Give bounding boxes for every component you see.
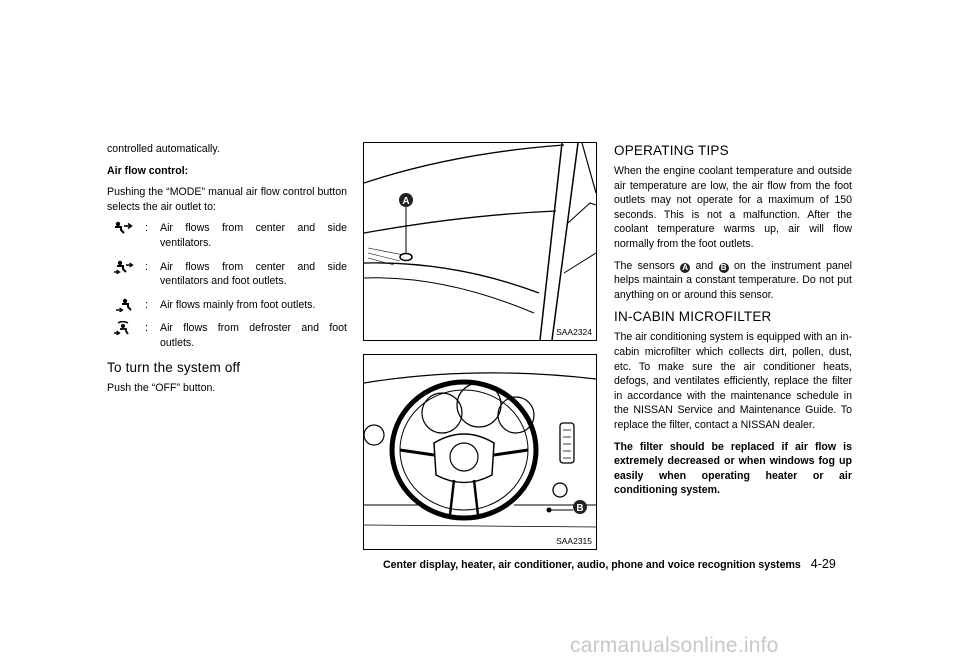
sensors-post: on the instrument panel helps maintain a constant temperature. Do not put anything on or around this sensor.	[614, 259, 853, 301]
microfilter-text: The air conditioning system is equipped with an in-cabin microfilter which collects dirt, pollen, dust, etc. To make sure the air conditioner heats, defogs, and ventilates efficiently, replace the filter in accordance with the maintenance schedule in the NISSAN Service and Maintenance Guide. To replace the filter, contact a NISSAN dealer.	[614, 331, 852, 431]
figure-code: SAA2324	[556, 327, 592, 337]
mode-text: Air flows from defroster and foot outlets.	[160, 322, 347, 349]
marker-b-label: B	[576, 503, 584, 514]
marker-a-label: A	[402, 196, 410, 207]
microfilter-warning: The filter should be replaced if air flow is extremely decreased or when windows fog up easily when operating heater or air conditioning system.	[614, 440, 852, 497]
mode-row-bilevel: : Air flows from center and side ventilators and foot outlets.	[107, 260, 347, 289]
left-column	[107, 142, 347, 402]
operating-tips-heading: OPERATING TIPS	[614, 143, 729, 158]
microfilter-heading: IN-CABIN MICROFILTER	[614, 309, 772, 325]
off-text: Push the “OFF” button.	[107, 381, 216, 394]
vent-airflow-icon	[112, 221, 134, 235]
mode-row-defrost-foot: : Air flows from defroster and foot outlets.	[107, 321, 347, 350]
foot-airflow-icon	[112, 298, 134, 312]
steering-wheel-sensor-b-illustration	[364, 355, 596, 549]
defrost-foot-airflow-icon	[112, 321, 134, 335]
right-column	[614, 143, 852, 505]
sensors-text	[614, 259, 852, 303]
off-heading: To turn the system off	[107, 359, 241, 375]
air-flow-text: Pushing the “MODE” manual air flow control button selects the air outlet to:	[107, 186, 347, 213]
mode-text: Air flows mainly from foot outlets.	[160, 298, 316, 311]
page-footer	[383, 557, 836, 571]
mode-text: Air flows from center and side ventilators and foot outlets.	[160, 260, 347, 288]
watermark: carmanualsonline.info	[570, 634, 779, 657]
mode-row-foot: : Air flows mainly from foot outlets.	[107, 298, 347, 313]
marker-a: A	[680, 263, 690, 273]
page-number: 4-29	[810, 557, 836, 571]
operating-tips-text: When the engine coolant temperature and outside air temperature are low, the air flow from the foot outlets may not operate for a maximum of 150 seconds. This is not a malfunction. After the coolant temperature warms up, air will flow normally from the foot outlets.	[614, 165, 852, 250]
section-title: Center display, heater, air conditioner, audio, phone and voice recognition systems	[383, 559, 801, 571]
figure-sensor-b	[363, 354, 597, 550]
intro-text: controlled automatically.	[107, 143, 220, 155]
air-flow-heading: Air flow control:	[107, 164, 189, 177]
dashboard-sensor-a-illustration	[364, 143, 596, 340]
figure-sensor-a	[363, 142, 597, 341]
sensors-and: and	[695, 259, 714, 272]
mode-row-vent: : Air flows from center and side ventilators.	[107, 221, 347, 250]
bilevel-airflow-icon	[112, 260, 134, 274]
marker-b: B	[719, 263, 729, 273]
figure-code: SAA2315	[556, 536, 592, 546]
mode-text: Air flows from center and side ventilators.	[160, 222, 347, 249]
sensors-pre: The sensors	[614, 259, 675, 272]
